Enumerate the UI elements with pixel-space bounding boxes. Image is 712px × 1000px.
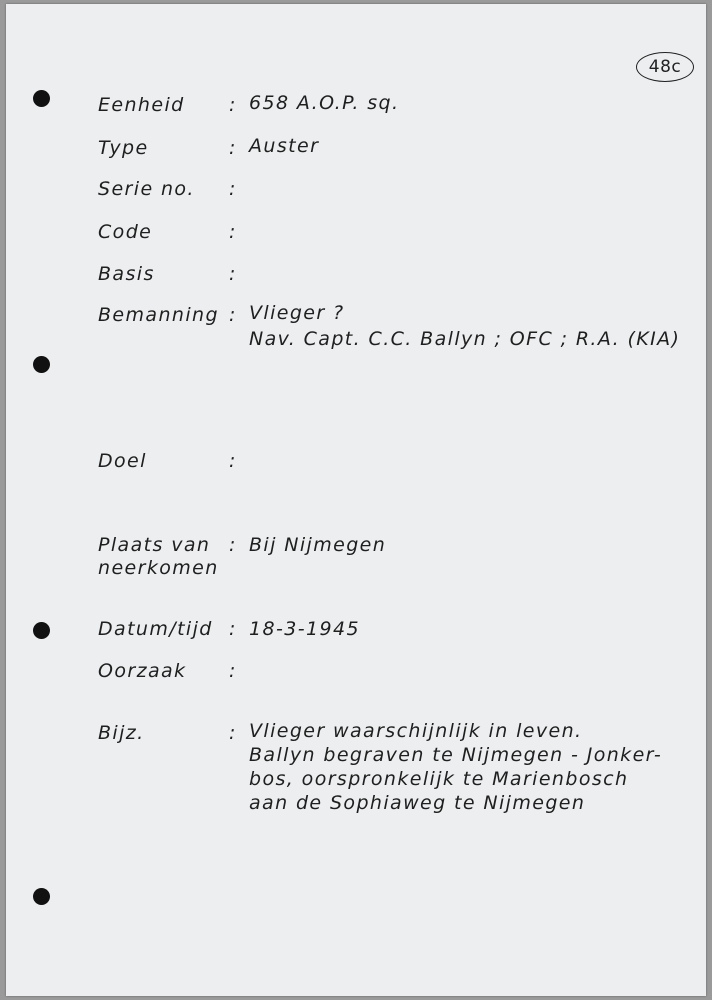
- field-value-eenheid: 658 A.O.P. sq.: [249, 92, 400, 114]
- field-colon: :: [229, 137, 237, 159]
- field-label-eenheid: Eenheid: [98, 94, 185, 116]
- punch-hole: [33, 356, 50, 373]
- field-colon: :: [229, 660, 237, 682]
- field-value-bijz: Vlieger waarschijnlijk in leven.: [249, 720, 583, 742]
- field-label-plaats-van: Plaats van: [98, 534, 211, 556]
- field-label-basis: Basis: [98, 263, 155, 285]
- field-colon: :: [229, 221, 237, 243]
- field-colon: :: [229, 94, 237, 116]
- field-colon: :: [229, 178, 237, 200]
- field-label-oorzaak: Oorzaak: [98, 660, 187, 682]
- field-value-type: Auster: [249, 135, 320, 157]
- field-colon: :: [229, 263, 237, 285]
- field-colon: :: [229, 722, 237, 744]
- field-colon: :: [229, 534, 237, 556]
- punch-hole: [33, 90, 50, 107]
- field-value-bijz-line2: Ballyn begraven te Nijmegen - Jonker-: [249, 744, 663, 766]
- field-value-datum-tijd: 18-3-1945: [249, 618, 360, 640]
- field-label-datum-tijd: Datum/tijd: [98, 618, 213, 640]
- field-label-bemanning: Bemanning: [98, 304, 219, 326]
- field-value-bijz-line4: aan de Sophiaweg te Nijmegen: [249, 792, 586, 814]
- field-label-bijz: Bijz.: [98, 722, 145, 744]
- field-label-serie-no: Serie no.: [98, 178, 195, 200]
- field-value-plaats: Bij Nijmegen: [249, 534, 387, 556]
- punch-hole: [33, 888, 50, 905]
- field-value-bijz-line3: bos, oorspronkelijk te Marienbosch: [249, 768, 629, 790]
- field-value-bemanning-line2: Nav. Capt. C.C. Ballyn ; OFC ; R.A. (KIA): [249, 328, 681, 350]
- field-label-code: Code: [98, 221, 153, 243]
- document-page: [6, 4, 706, 996]
- field-label-type: Type: [98, 137, 149, 159]
- field-colon: :: [229, 304, 237, 326]
- field-label-neerkomen: neerkomen: [98, 557, 219, 579]
- field-colon: :: [229, 618, 237, 640]
- field-colon: :: [229, 450, 237, 472]
- reference-number: 48c: [636, 52, 694, 82]
- punch-hole: [33, 622, 50, 639]
- field-label-doel: Doel: [98, 450, 147, 472]
- field-value-bemanning: Vlieger ?: [249, 302, 345, 324]
